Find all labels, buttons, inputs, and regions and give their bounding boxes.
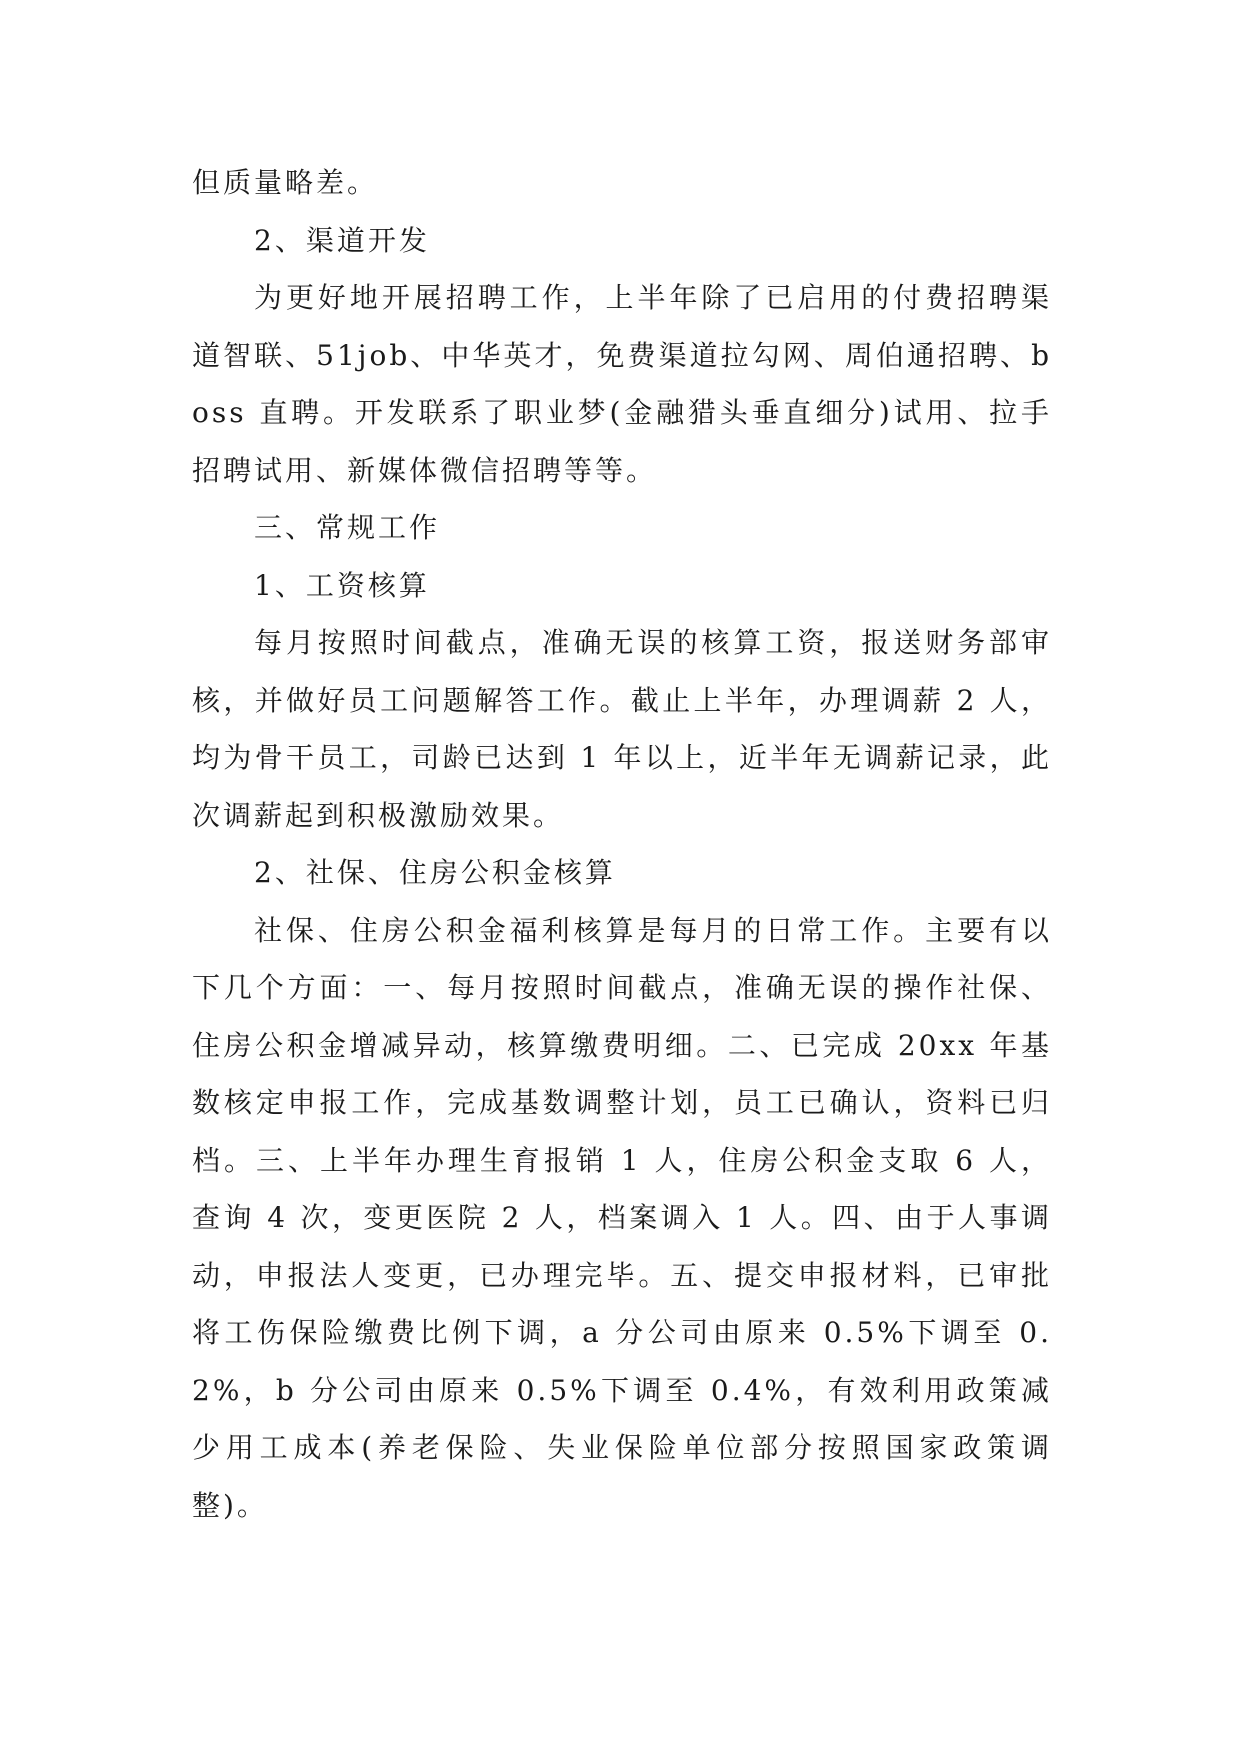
paragraph-social-security: 社保、住房公积金福利核算是每月的日常工作。主要有以下几个方面：一、每月按照时间截点，准确无误的操作社保、住房公积金增减异动，核算缴费明细。二、已完成 20xx 年基数核定申报工作，完成基数调整计划，员工已确认，资料已归档。三、上半年办理生育报销 1 人，住房公积金支取 6 人，查询 4 次，变更医院 2 人，档案调入 1 人。四、由于人事调动，申报法人变更，已办理完毕。五、提交申报材料，已审批将工伤保险缴费比例下调，a 分公司由原来 0.5%下调至 0.2%，b 分公司由原来 0.5%下调至 0.4%，有效利用政策减少用工成本(养老保险、失业保险单位部分按照国家政策调整)。 bbox=[192, 913, 1052, 1522]
document-body bbox=[192, 154, 1052, 1534]
paragraph-continuation: 但质量略差。 bbox=[192, 166, 379, 199]
heading-social-security: 2、社保、住房公积金核算 bbox=[254, 856, 616, 889]
paragraph-payroll: 每月按照时间截点，准确无误的核算工资，报送财务部审核，并做好员工问题解答工作。截止上半年，办理调薪 2 人，均为骨干员工，司龄已达到 1 年以上，近半年无调薪记录，此次调薪起到积极激励效果。 bbox=[192, 626, 1052, 832]
heading-routine-work: 三、常规工作 bbox=[254, 511, 441, 544]
heading-payroll: 1、工资核算 bbox=[254, 568, 430, 602]
paragraph-channel-development: 为更好地开展招聘工作，上半年除了已启用的付费招聘渠道智联、51job、中华英才，免费渠道拉勾网、周伯通招聘、boss 直聘。开发联系了职业梦(金融猎头垂直细分)试用、拉手招聘试用、新媒体微信招聘等等。 bbox=[192, 281, 1052, 487]
heading-channel-development: 2、渠道开发 bbox=[254, 223, 430, 257]
